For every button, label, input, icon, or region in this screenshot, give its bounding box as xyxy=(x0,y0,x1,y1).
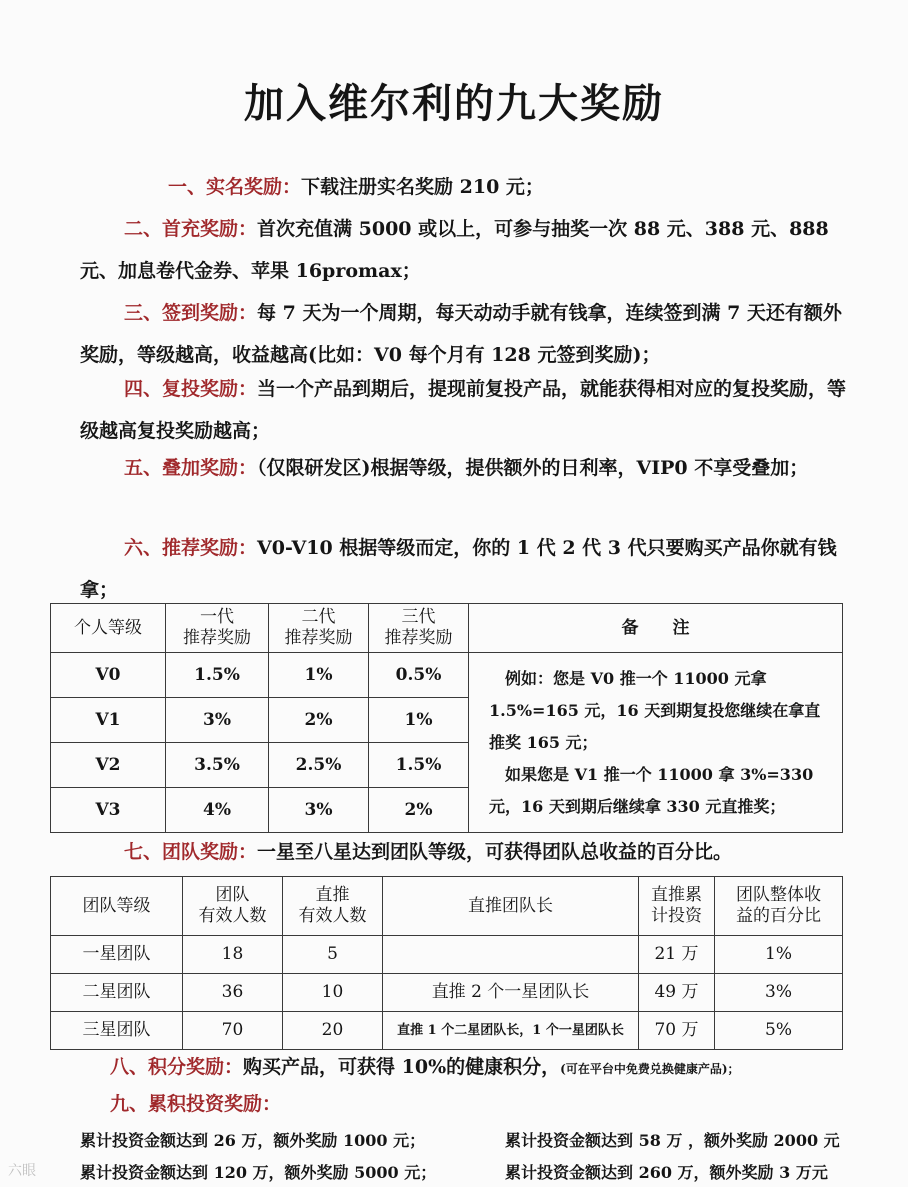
cell-gen1: 1.5% xyxy=(166,653,269,698)
cell-valid: 70 xyxy=(183,1012,283,1050)
cell-share: 3% xyxy=(715,974,843,1012)
cell-gen2: 2% xyxy=(269,698,369,743)
section-2 xyxy=(80,208,860,292)
team-table-header xyxy=(51,877,843,936)
cell-gen2: 2.5% xyxy=(269,743,369,788)
section-5 xyxy=(80,447,860,489)
section-8-head: 八、积分奖励： xyxy=(110,1056,244,1078)
header-direct-members: 直推 有效人数 xyxy=(283,877,383,936)
note-example-2: 如果您是 V1 推一个 11000 拿 3%=330 元，16 天到期后继续拿 330 元直推奖； xyxy=(489,764,814,816)
cell-gen3: 0.5% xyxy=(369,653,469,698)
cell-team-level: 一星团队 xyxy=(51,936,183,974)
header-team-share: 团队整体收 益的百分比 xyxy=(715,877,843,936)
header-gen3: 三代 推荐奖励 xyxy=(369,604,469,653)
section-5-head: 五、叠加奖励： xyxy=(124,457,258,479)
section-7-head: 七、团队奖励： xyxy=(124,841,258,863)
cell-invest: 70 万 xyxy=(639,1012,715,1050)
cell-direct: 5 xyxy=(283,936,383,974)
cell-direct: 10 xyxy=(283,974,383,1012)
cell-valid: 18 xyxy=(183,936,283,974)
cell-gen3: 1.5% xyxy=(369,743,469,788)
section-3-head: 三、签到奖励： xyxy=(124,302,258,324)
cumulative-bonus-2: 累计投资金额达到 58 万 ，额外奖励 2000 元 xyxy=(505,1131,840,1150)
section-2-text: 首次充值满 5000 或以上，可参与抽奖一次 88 元、388 元、888 元、加息卷代金券、苹果 16promax； xyxy=(80,218,829,282)
cell-gen1: 3.5% xyxy=(166,743,269,788)
cell-gen2: 3% xyxy=(269,788,369,833)
referral-table xyxy=(50,603,843,833)
note-example-1: 例如：您是 V0 推一个 11000 元拿 1.5%=165 元，16 天到期复投您继续在拿直推奖 165 元； xyxy=(489,668,821,752)
section-3-text: 每 7 天为一个周期，每天动动手就有钱拿，连续签到满 7 天还有额外奖励，等级越高，收益越高(比如：V0 每个月有 128 元签到奖励)； xyxy=(80,302,842,366)
section-1 xyxy=(80,166,860,208)
table-row xyxy=(51,974,843,1012)
header-valid-members: 团队 有效人数 xyxy=(183,877,283,936)
watermark: 六眼 xyxy=(8,1163,36,1179)
section-6-head: 六、推荐奖励： xyxy=(124,537,258,559)
header-note: 备 注 xyxy=(469,604,843,653)
section-5-text: （仅限研发区)根据等级，提供额外的日利率，VIP0 不享受叠加； xyxy=(257,457,809,479)
cell-gen3: 1% xyxy=(369,698,469,743)
header-gen2: 二代 推荐奖励 xyxy=(269,604,369,653)
cell-gen2: 1% xyxy=(269,653,369,698)
cell-invest: 49 万 xyxy=(639,974,715,1012)
section-7 xyxy=(80,831,860,873)
header-gen1: 一代 推荐奖励 xyxy=(166,604,269,653)
cumulative-bonus-3: 累计投资金额达到 120 万，额外奖励 5000 元； xyxy=(80,1163,437,1182)
referral-table-header xyxy=(51,604,843,653)
section-6 xyxy=(80,527,860,611)
cell-team-level: 三星团队 xyxy=(51,1012,183,1050)
section-9 xyxy=(80,1083,860,1125)
cumulative-bonus-4: 累计投资金额达到 260 万，额外奖励 3 万元 xyxy=(505,1163,828,1182)
cell-direct: 20 xyxy=(283,1012,383,1050)
section-1-text: 下载注册实名奖励 210 元； xyxy=(301,176,544,198)
header-team-level: 团队等级 xyxy=(51,877,183,936)
section-2-head: 二、首充奖励： xyxy=(124,218,258,240)
header-direct-investment: 直推累 计投资 xyxy=(639,877,715,936)
section-6-text: V0-V10 根据等级而定，你的 1 代 2 代 3 代只要购买产品你就有钱拿； xyxy=(80,537,837,601)
cell-share: 5% xyxy=(715,1012,843,1050)
section-8-text: 购买产品，可获得 10%的健康积分， xyxy=(243,1056,561,1078)
cell-level: V1 xyxy=(51,698,166,743)
section-8-note: (可在平台中免费兑换健康产品)； xyxy=(560,1062,740,1076)
team-table xyxy=(50,876,843,1050)
cell-level: V2 xyxy=(51,743,166,788)
table-row xyxy=(51,1012,843,1050)
cumulative-bonus-1: 累计投资金额达到 26 万，额外奖励 1000 元； xyxy=(80,1131,426,1150)
cell-leader: 直推 2 个一星团队长 xyxy=(383,974,639,1012)
note-cell xyxy=(469,653,843,833)
section-4-text: 当一个产品到期后，提现前复投产品，就能获得相对应的复投奖励，等级越高复投奖励越高； xyxy=(80,378,847,442)
section-4-head: 四、复投奖励： xyxy=(124,378,258,400)
cell-gen1: 3% xyxy=(166,698,269,743)
header-direct-leader: 直推团队长 xyxy=(383,877,639,936)
page-title: 加入维尔利的九大奖励 xyxy=(244,81,664,127)
cell-level: V3 xyxy=(51,788,166,833)
cell-leader xyxy=(383,936,639,974)
section-9-head: 九、累积投资奖励： xyxy=(110,1093,282,1115)
table-row xyxy=(51,653,843,698)
cell-gen3: 2% xyxy=(369,788,469,833)
table-row xyxy=(51,936,843,974)
section-4 xyxy=(80,368,860,452)
cell-leader: 直推 1 个二星团队长，1 个一星团队长 xyxy=(383,1012,639,1050)
cell-gen1: 4% xyxy=(166,788,269,833)
header-level: 个人等级 xyxy=(51,604,166,653)
section-7-text: 一星至八星达到团队等级，可获得团队总收益的百分比。 xyxy=(257,841,733,863)
cell-share: 1% xyxy=(715,936,843,974)
cell-level: V0 xyxy=(51,653,166,698)
section-1-head: 一、实名奖励： xyxy=(168,176,302,198)
cell-invest: 21 万 xyxy=(639,936,715,974)
section-3 xyxy=(80,292,860,376)
cell-valid: 36 xyxy=(183,974,283,1012)
cell-team-level: 二星团队 xyxy=(51,974,183,1012)
